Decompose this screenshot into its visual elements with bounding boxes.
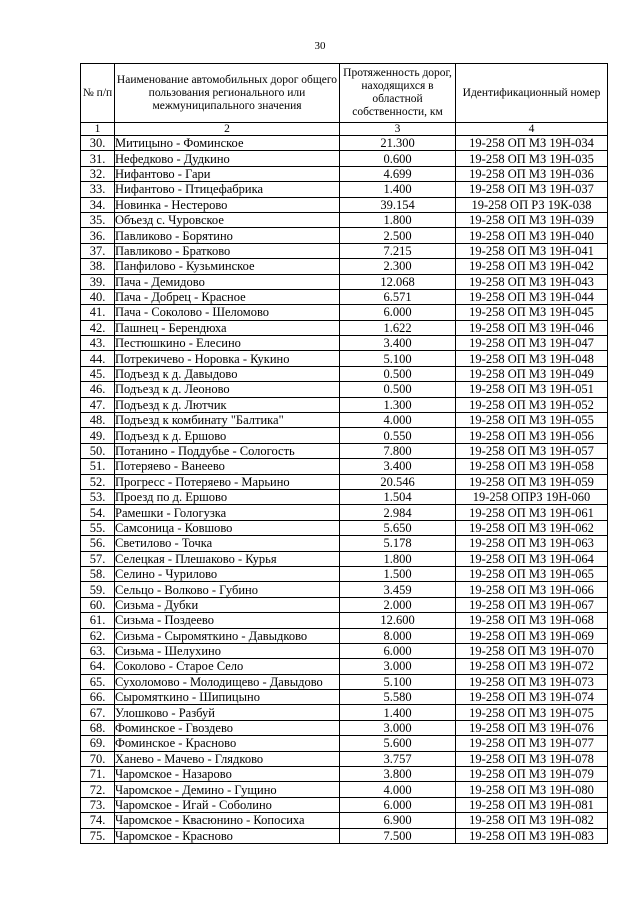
road-id-number: 19-258 ОП МЗ 19Н-065 [456,566,608,581]
road-length: 5.178 [340,536,456,551]
road-name: Пестюшкино - Елесино [115,336,340,351]
road-length: 0.600 [340,151,456,166]
road-id-number: 19-258 ОП МЗ 19Н-045 [456,305,608,320]
table-row [81,259,608,274]
road-id-number: 19-258 ОП МЗ 19Н-034 [456,136,608,151]
road-name: Проезд по д. Ершово [115,489,340,504]
table-row [81,443,608,458]
road-length: 6.000 [340,797,456,812]
road-id-number: 19-258 ОП МЗ 19Н-079 [456,767,608,782]
road-name: Фоминское - Красново [115,736,340,751]
road-length: 1.800 [340,551,456,566]
row-number: 43. [81,336,115,351]
road-id-number: 19-258 ОП МЗ 19Н-076 [456,720,608,735]
table-row [81,197,608,212]
row-number: 52. [81,474,115,489]
road-length: 6.000 [340,643,456,658]
road-name: Сизьма - Сыромяткино - Давыдково [115,628,340,643]
row-number: 50. [81,443,115,458]
road-name: Сизьма - Дубки [115,597,340,612]
table-row [81,428,608,443]
road-id-number: 19-258 ОП МЗ 19Н-078 [456,751,608,766]
road-id-number: 19-258 ОП МЗ 19Н-040 [456,228,608,243]
road-length: 4.000 [340,413,456,428]
row-number: 49. [81,428,115,443]
table-row [81,813,608,828]
road-name: Пача - Демидово [115,274,340,289]
road-name: Соколово - Старое Село [115,659,340,674]
table-row [81,628,608,643]
road-id-number: 19-258 ОП МЗ 19Н-059 [456,474,608,489]
road-length: 3.757 [340,751,456,766]
road-length: 3.400 [340,336,456,351]
table-row [81,551,608,566]
table-row [81,690,608,705]
column-number: 4 [456,123,608,136]
row-number: 55. [81,520,115,535]
road-length: 1.300 [340,397,456,412]
road-length: 5.100 [340,674,456,689]
road-name: Рамешки - Гологузка [115,505,340,520]
road-length: 39.154 [340,197,456,212]
road-id-number: 19-258 ОП МЗ 19Н-055 [456,413,608,428]
row-number: 72. [81,782,115,797]
row-number: 54. [81,505,115,520]
road-name: Павликово - Борятино [115,228,340,243]
road-length: 7.800 [340,443,456,458]
road-length: 12.600 [340,613,456,628]
row-number: 65. [81,674,115,689]
row-number: 62. [81,628,115,643]
road-length: 0.550 [340,428,456,443]
table-row [81,136,608,151]
table-row [81,767,608,782]
row-number: 31. [81,151,115,166]
road-length: 3.400 [340,459,456,474]
table-row [81,828,608,843]
road-name: Подъезд к комбинату "Балтика" [115,413,340,428]
road-length: 12.068 [340,274,456,289]
row-number: 42. [81,320,115,335]
row-number: 73. [81,797,115,812]
road-id-number: 19-258 ОП МЗ 19Н-064 [456,551,608,566]
road-name: Прогресс - Потеряево - Марьино [115,474,340,489]
row-number: 67. [81,705,115,720]
road-length: 2.500 [340,228,456,243]
header-row [81,64,608,123]
road-name: Новинка - Нестерово [115,197,340,212]
road-name: Объезд с. Чуровское [115,212,340,227]
header-number: № п/п [81,64,115,123]
table-row [81,397,608,412]
road-name: Сельцо - Волково - Губино [115,582,340,597]
table-row [81,566,608,581]
table-row [81,289,608,304]
road-name: Улошково - Разбуй [115,705,340,720]
road-length: 0.500 [340,382,456,397]
road-id-number: 19-258 ОП МЗ 19Н-039 [456,212,608,227]
table-row [81,474,608,489]
road-name: Нифантово - Гари [115,166,340,181]
road-id-number: 19-258 ОП МЗ 19Н-082 [456,813,608,828]
table-row [81,751,608,766]
row-number: 71. [81,767,115,782]
road-id-number: 19-258 ОП МЗ 19Н-049 [456,366,608,381]
table-row [81,674,608,689]
header-length: Протяженность дорог, находящихся в областной собственности, км [340,64,456,123]
table-row [81,536,608,551]
row-number: 33. [81,182,115,197]
road-id-number: 19-258 ОП МЗ 19Н-035 [456,151,608,166]
road-name: Чаромское - Назарово [115,767,340,782]
road-id-number: 19-258 ОП МЗ 19Н-057 [456,443,608,458]
road-id-number: 19-258 ОП МЗ 19Н-051 [456,382,608,397]
road-id-number: 19-258 ОП МЗ 19Н-036 [456,166,608,181]
header-road-name: Наименование автомобильных дорог общего пользования регионального или межмуниципального значения [115,64,340,123]
row-number: 41. [81,305,115,320]
road-length: 1.500 [340,566,456,581]
table-row [81,705,608,720]
column-numbers-row [81,123,608,136]
road-length: 4.000 [340,782,456,797]
road-id-number: 19-258 ОП МЗ 19Н-058 [456,459,608,474]
table-row [81,736,608,751]
row-number: 53. [81,489,115,504]
road-name: Нефедково - Дудкино [115,151,340,166]
row-number: 36. [81,228,115,243]
table-row [81,520,608,535]
road-name: Самсоница - Ковшово [115,520,340,535]
road-length: 2.300 [340,259,456,274]
row-number: 74. [81,813,115,828]
road-name: Селино - Чурилово [115,566,340,581]
table-row [81,351,608,366]
header-id-number: Идентификационный номер [456,64,608,123]
row-number: 47. [81,397,115,412]
table-row [81,597,608,612]
row-number: 46. [81,382,115,397]
road-name: Подъезд к д. Ершово [115,428,340,443]
table-row [81,243,608,258]
road-length: 3.800 [340,767,456,782]
column-number: 2 [115,123,340,136]
road-name: Селецкая - Плешаково - Курья [115,551,340,566]
table-row [81,228,608,243]
row-number: 38. [81,259,115,274]
table-row [81,212,608,227]
road-name: Панфилово - Кузьминское [115,259,340,274]
road-length: 21.300 [340,136,456,151]
road-length: 8.000 [340,628,456,643]
road-name: Чаромское - Красново [115,828,340,843]
table-row [81,336,608,351]
roads-table [80,63,608,844]
road-length: 5.100 [340,351,456,366]
road-id-number: 19-258 ОП МЗ 19Н-068 [456,613,608,628]
road-id-number: 19-258 ОП МЗ 19Н-073 [456,674,608,689]
road-id-number: 19-258 ОП МЗ 19Н-044 [456,289,608,304]
road-name: Чаромское - Квасюнино - Копосиха [115,813,340,828]
road-length: 3.459 [340,582,456,597]
row-number: 63. [81,643,115,658]
road-name: Чаромское - Игай - Соболино [115,797,340,812]
row-number: 35. [81,212,115,227]
table-row [81,366,608,381]
row-number: 45. [81,366,115,381]
row-number: 60. [81,597,115,612]
road-id-number: 19-258 ОП МЗ 19Н-070 [456,643,608,658]
road-name: Подъезд к д. Давыдово [115,366,340,381]
row-number: 30. [81,136,115,151]
table-row [81,166,608,181]
road-name: Подъезд к д. Леоново [115,382,340,397]
road-id-number: 19-258 ОП МЗ 19Н-062 [456,520,608,535]
road-length: 7.215 [340,243,456,258]
row-number: 70. [81,751,115,766]
road-name: Потеряево - Ванеево [115,459,340,474]
table-row [81,659,608,674]
road-id-number: 19-258 ОП РЗ 19К-038 [456,197,608,212]
road-length: 1.400 [340,705,456,720]
row-number: 48. [81,413,115,428]
road-id-number: 19-258 ОП МЗ 19Н-041 [456,243,608,258]
road-id-number: 19-258 ОП МЗ 19Н-043 [456,274,608,289]
road-name: Светилово - Точка [115,536,340,551]
row-number: 40. [81,289,115,304]
road-length: 2.000 [340,597,456,612]
road-length: 6.571 [340,289,456,304]
road-name: Нифантово - Птицефабрика [115,182,340,197]
table-row [81,274,608,289]
road-length: 1.800 [340,212,456,227]
road-name: Сизьма - Шелухино [115,643,340,658]
road-name: Чаромское - Демино - Гущино [115,782,340,797]
row-number: 39. [81,274,115,289]
row-number: 44. [81,351,115,366]
road-name: Ханево - Мачево - Глядково [115,751,340,766]
column-number: 3 [340,123,456,136]
road-id-number: 19-258 ОП МЗ 19Н-066 [456,582,608,597]
road-length: 1.504 [340,489,456,504]
table-row [81,613,608,628]
table-header [81,64,608,123]
table-body [81,123,608,844]
row-number: 75. [81,828,115,843]
road-length: 7.500 [340,828,456,843]
road-id-number: 19-258 ОП МЗ 19Н-052 [456,397,608,412]
road-length: 6.900 [340,813,456,828]
row-number: 57. [81,551,115,566]
road-id-number: 19-258 ОПРЗ 19Н-060 [456,489,608,504]
page-number: 30 [314,40,326,52]
table-row [81,720,608,735]
row-number: 37. [81,243,115,258]
table-row [81,643,608,658]
road-length: 0.500 [340,366,456,381]
table-row [81,797,608,812]
row-number: 66. [81,690,115,705]
road-id-number: 19-258 ОП МЗ 19Н-042 [456,259,608,274]
road-name: Пача - Добрец - Красное [115,289,340,304]
table-row [81,413,608,428]
road-id-number: 19-258 ОП МЗ 19Н-069 [456,628,608,643]
table-row [81,582,608,597]
table-row [81,782,608,797]
row-number: 64. [81,659,115,674]
road-id-number: 19-258 ОП МЗ 19Н-074 [456,690,608,705]
road-id-number: 19-258 ОП МЗ 19Н-063 [456,536,608,551]
road-length: 1.400 [340,182,456,197]
road-id-number: 19-258 ОП МЗ 19Н-037 [456,182,608,197]
road-name: Потанино - Поддубье - Сологость [115,443,340,458]
row-number: 56. [81,536,115,551]
road-id-number: 19-258 ОП МЗ 19Н-067 [456,597,608,612]
table-row [81,151,608,166]
road-id-number: 19-258 ОП МЗ 19Н-046 [456,320,608,335]
row-number: 61. [81,613,115,628]
road-length: 6.000 [340,305,456,320]
row-number: 32. [81,166,115,181]
road-name: Сухоломово - Молодищево - Давыдово [115,674,340,689]
road-name: Сизьма - Поздеево [115,613,340,628]
road-length: 5.600 [340,736,456,751]
table-row [81,505,608,520]
road-id-number: 19-258 ОП МЗ 19Н-056 [456,428,608,443]
road-id-number: 19-258 ОП МЗ 19Н-048 [456,351,608,366]
row-number: 51. [81,459,115,474]
table-row [81,489,608,504]
road-id-number: 19-258 ОП МЗ 19Н-077 [456,736,608,751]
road-length: 5.580 [340,690,456,705]
table-row [81,459,608,474]
road-name: Фоминское - Гвоздево [115,720,340,735]
row-number: 69. [81,736,115,751]
road-id-number: 19-258 ОП МЗ 19Н-081 [456,797,608,812]
road-name: Подъезд к д. Лютчик [115,397,340,412]
road-id-number: 19-258 ОП МЗ 19Н-075 [456,705,608,720]
road-id-number: 19-258 ОП МЗ 19Н-072 [456,659,608,674]
road-name: Павликово - Братково [115,243,340,258]
road-length: 2.984 [340,505,456,520]
table-row [81,382,608,397]
road-length: 1.622 [340,320,456,335]
row-number: 34. [81,197,115,212]
road-id-number: 19-258 ОП МЗ 19Н-083 [456,828,608,843]
road-length: 4.699 [340,166,456,181]
road-length: 20.546 [340,474,456,489]
road-name: Пача - Соколово - Шеломово [115,305,340,320]
road-length: 5.650 [340,520,456,535]
road-id-number: 19-258 ОП МЗ 19Н-061 [456,505,608,520]
table-row [81,305,608,320]
road-length: 3.000 [340,659,456,674]
row-number: 59. [81,582,115,597]
road-name: Потрекичево - Норовка - Кукино [115,351,340,366]
row-number: 68. [81,720,115,735]
road-name: Пашнец - Берендюха [115,320,340,335]
table-row [81,320,608,335]
row-number: 58. [81,566,115,581]
road-id-number: 19-258 ОП МЗ 19Н-080 [456,782,608,797]
table-row [81,182,608,197]
road-id-number: 19-258 ОП МЗ 19Н-047 [456,336,608,351]
road-name: Митицыно - Фоминское [115,136,340,151]
column-number: 1 [81,123,115,136]
road-length: 3.000 [340,720,456,735]
road-name: Сыромяткино - Шипицыно [115,690,340,705]
